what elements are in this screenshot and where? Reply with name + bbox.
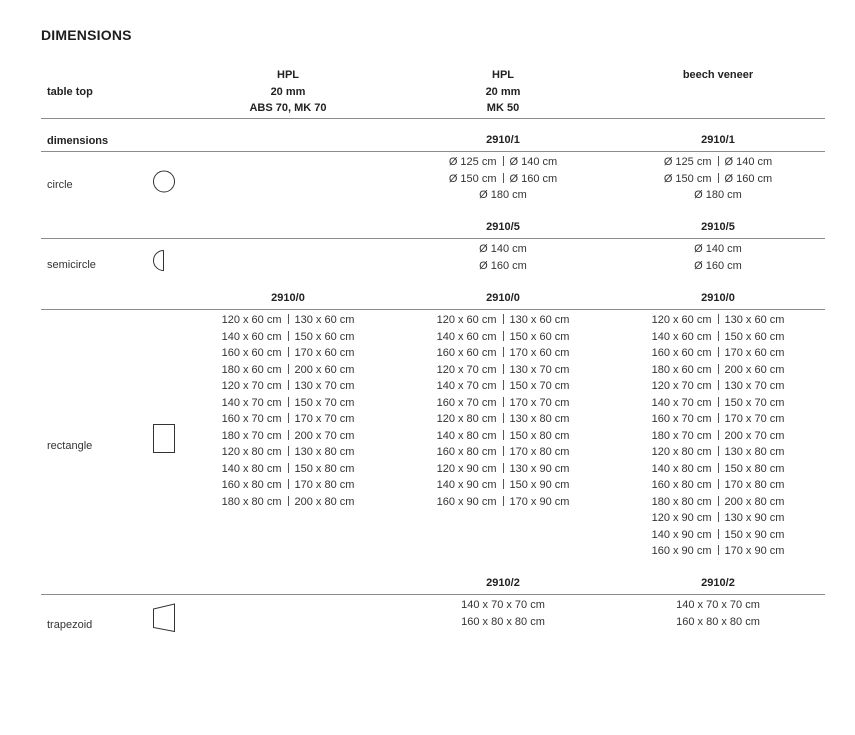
size-value: 160 x 70 cm bbox=[651, 413, 712, 425]
size-row bbox=[628, 510, 808, 527]
size-value: Ø 160 cm bbox=[509, 172, 558, 185]
size-value: 160 x 80 x 80 cm bbox=[461, 615, 545, 628]
size-row bbox=[628, 171, 808, 188]
size-row bbox=[198, 461, 378, 478]
size-value: Ø 140 cm bbox=[509, 156, 558, 168]
size-row bbox=[628, 614, 808, 631]
size-value: 150 x 90 cm bbox=[724, 528, 785, 541]
size-value: 160 x 80 x 80 cm bbox=[676, 615, 760, 628]
size-row bbox=[198, 428, 378, 445]
size-value: 140 x 70 cm bbox=[651, 396, 712, 409]
separator bbox=[288, 397, 289, 407]
size-value: 150 x 80 cm bbox=[294, 462, 355, 475]
separator bbox=[503, 314, 504, 324]
size-value: 130 x 80 cm bbox=[724, 446, 785, 458]
size-row bbox=[628, 543, 808, 560]
size-value: 120 x 80 cm bbox=[221, 446, 282, 458]
separator bbox=[503, 331, 504, 341]
rectangle-values-col-2 bbox=[413, 312, 593, 510]
size-row bbox=[413, 494, 593, 511]
size-value: 140 x 80 cm bbox=[436, 429, 497, 442]
size-value: Ø 180 cm bbox=[479, 189, 527, 201]
size-value: 140 x 70 cm bbox=[436, 380, 497, 392]
separator bbox=[718, 173, 719, 183]
size-row bbox=[628, 241, 808, 258]
size-value: 150 x 60 cm bbox=[509, 330, 570, 343]
size-row bbox=[628, 154, 808, 171]
size-row bbox=[198, 494, 378, 511]
size-value: 160 x 60 cm bbox=[436, 347, 497, 359]
size-value: Ø 140 cm bbox=[479, 243, 527, 255]
header-col-1-line-2: 20 mm bbox=[270, 85, 306, 98]
size-value: 140 x 70 x 70 cm bbox=[461, 599, 545, 611]
size-row bbox=[413, 362, 593, 379]
semicircle-code-col-3: 2910/5 bbox=[701, 221, 735, 233]
size-value: 160 x 80 cm bbox=[436, 446, 497, 458]
separator bbox=[718, 430, 719, 440]
size-value: 170 x 80 cm bbox=[294, 479, 355, 491]
separator bbox=[503, 496, 504, 506]
separator bbox=[288, 380, 289, 390]
divider bbox=[41, 118, 825, 119]
header-col-3 bbox=[628, 67, 808, 84]
divider bbox=[41, 238, 825, 239]
size-value: 130 x 90 cm bbox=[724, 512, 785, 524]
size-value: 160 x 70 cm bbox=[436, 396, 497, 409]
separator bbox=[718, 496, 719, 506]
header-col-2-line-1: HPL bbox=[492, 69, 514, 81]
size-row bbox=[198, 395, 378, 412]
size-value: Ø 150 cm bbox=[448, 172, 497, 185]
size-row bbox=[628, 597, 808, 614]
size-value: 120 x 80 cm bbox=[436, 413, 497, 425]
size-value: 170 x 80 cm bbox=[509, 446, 570, 458]
size-row bbox=[628, 395, 808, 412]
size-row bbox=[628, 527, 808, 544]
separator bbox=[288, 463, 289, 473]
size-row bbox=[628, 444, 808, 461]
size-row bbox=[413, 171, 593, 188]
divider bbox=[41, 309, 825, 310]
size-value: 180 x 80 cm bbox=[221, 495, 282, 508]
size-value: 200 x 80 cm bbox=[724, 495, 785, 508]
separator bbox=[503, 463, 504, 473]
separator bbox=[718, 545, 719, 555]
trapezoid-values-col-2 bbox=[413, 597, 593, 630]
separator bbox=[288, 446, 289, 456]
size-value: 120 x 70 cm bbox=[221, 380, 282, 392]
trapezoid-icon bbox=[152, 603, 178, 633]
size-row bbox=[628, 494, 808, 511]
size-value: 140 x 90 cm bbox=[651, 528, 712, 541]
size-row bbox=[413, 241, 593, 258]
size-row bbox=[628, 411, 808, 428]
separator bbox=[503, 347, 504, 357]
separator bbox=[288, 331, 289, 341]
size-value: 150 x 70 cm bbox=[724, 396, 785, 409]
divider bbox=[41, 151, 825, 152]
header-col-3-line-1: beech veneer bbox=[682, 69, 754, 81]
size-value: 200 x 70 cm bbox=[294, 429, 355, 442]
size-value: 180 x 70 cm bbox=[651, 429, 712, 442]
separator bbox=[288, 479, 289, 489]
circle-values-col-3 bbox=[628, 154, 808, 204]
size-row bbox=[413, 345, 593, 362]
separator bbox=[503, 446, 504, 456]
size-value: 170 x 60 cm bbox=[294, 347, 355, 359]
header-col-1-line-3: ABS 70, MK 70 bbox=[249, 102, 327, 114]
size-value: 170 x 60 cm bbox=[509, 347, 570, 359]
separator bbox=[718, 463, 719, 473]
table-top-label: table top bbox=[47, 86, 93, 98]
size-value: 130 x 60 cm bbox=[509, 314, 570, 326]
separator bbox=[503, 413, 504, 423]
separator bbox=[288, 496, 289, 506]
size-value: Ø 160 cm bbox=[694, 259, 742, 272]
size-value: 160 x 70 cm bbox=[221, 413, 282, 425]
semicircle-code-col-2: 2910/5 bbox=[486, 221, 520, 233]
size-value: 170 x 70 cm bbox=[724, 413, 785, 425]
size-row bbox=[413, 187, 593, 204]
size-row bbox=[628, 428, 808, 445]
header-col-1 bbox=[198, 67, 378, 117]
trapezoid-label: trapezoid bbox=[47, 619, 93, 631]
size-row bbox=[413, 258, 593, 275]
size-row bbox=[198, 312, 378, 329]
size-value: 160 x 60 cm bbox=[221, 347, 282, 359]
size-value: 170 x 80 cm bbox=[724, 479, 785, 491]
size-value: 200 x 70 cm bbox=[724, 429, 785, 442]
size-row bbox=[413, 329, 593, 346]
header-col-2-line-2: 20 mm bbox=[485, 85, 521, 98]
size-row bbox=[628, 345, 808, 362]
size-value: 140 x 80 cm bbox=[221, 462, 282, 475]
circle-values-col-2 bbox=[413, 154, 593, 204]
size-value: 140 x 90 cm bbox=[436, 479, 497, 491]
circle-icon bbox=[152, 170, 176, 194]
size-row bbox=[413, 378, 593, 395]
size-value: 130 x 60 cm bbox=[724, 314, 785, 326]
size-value: 150 x 60 cm bbox=[294, 330, 355, 343]
page-title: DIMENSIONS bbox=[41, 27, 132, 43]
semicircle-icon bbox=[152, 249, 168, 273]
trapezoid-code-col-2: 2910/2 bbox=[486, 577, 520, 589]
size-value: 140 x 80 cm bbox=[651, 462, 712, 475]
header-col-2 bbox=[413, 67, 593, 117]
size-value: 150 x 90 cm bbox=[509, 479, 570, 491]
size-row bbox=[413, 614, 593, 631]
separator bbox=[503, 156, 504, 166]
size-value: 160 x 90 cm bbox=[436, 495, 497, 508]
size-value: Ø 125 cm bbox=[448, 156, 497, 168]
size-value: 130 x 80 cm bbox=[294, 446, 355, 458]
size-value: 140 x 60 cm bbox=[221, 330, 282, 343]
header-col-2-line-3: MK 50 bbox=[486, 102, 520, 114]
size-value: 150 x 80 cm bbox=[724, 462, 785, 475]
size-row bbox=[198, 378, 378, 395]
size-row bbox=[628, 329, 808, 346]
size-value: 140 x 60 cm bbox=[436, 330, 497, 343]
size-value: 180 x 70 cm bbox=[221, 429, 282, 442]
size-value: Ø 180 cm bbox=[694, 189, 742, 201]
separator bbox=[718, 512, 719, 522]
separator bbox=[503, 173, 504, 183]
circle-code-col-3: 2910/1 bbox=[701, 134, 735, 146]
size-value: 130 x 70 cm bbox=[724, 380, 785, 392]
separator bbox=[503, 430, 504, 440]
size-row bbox=[628, 187, 808, 204]
size-row bbox=[413, 597, 593, 614]
size-row bbox=[628, 461, 808, 478]
size-row bbox=[413, 312, 593, 329]
size-value: Ø 160 cm bbox=[479, 259, 527, 272]
size-value: Ø 140 cm bbox=[694, 243, 742, 255]
size-value: 170 x 90 cm bbox=[724, 545, 785, 557]
size-value: Ø 150 cm bbox=[663, 172, 712, 185]
separator bbox=[718, 529, 719, 539]
rectangle-code-col-1: 2910/0 bbox=[271, 292, 305, 304]
size-value: 150 x 60 cm bbox=[724, 330, 785, 343]
size-row bbox=[628, 477, 808, 494]
separator bbox=[288, 314, 289, 324]
size-value: 130 x 70 cm bbox=[509, 363, 570, 376]
semicircle-label: semicircle bbox=[47, 259, 96, 271]
separator bbox=[718, 156, 719, 166]
separator bbox=[503, 397, 504, 407]
trapezoid-values-col-3 bbox=[628, 597, 808, 630]
size-value: 200 x 80 cm bbox=[294, 495, 355, 508]
size-value: 180 x 60 cm bbox=[651, 363, 712, 376]
rectangle-values-col-3 bbox=[628, 312, 808, 560]
separator bbox=[718, 314, 719, 324]
size-value: 170 x 70 cm bbox=[294, 413, 355, 425]
dimensions-label: dimensions bbox=[47, 135, 109, 147]
size-value: 120 x 80 cm bbox=[651, 446, 712, 458]
size-value: 180 x 60 cm bbox=[221, 363, 282, 376]
size-value: 130 x 80 cm bbox=[509, 413, 570, 425]
rectangle-code-col-3: 2910/0 bbox=[701, 292, 735, 304]
separator bbox=[503, 364, 504, 374]
size-value: Ø 125 cm bbox=[663, 156, 712, 168]
size-row bbox=[628, 378, 808, 395]
separator bbox=[718, 446, 719, 456]
trapezoid-code-col-3: 2910/2 bbox=[701, 577, 735, 589]
size-value: 130 x 70 cm bbox=[294, 380, 355, 392]
separator bbox=[503, 479, 504, 489]
separator bbox=[503, 380, 504, 390]
size-value: 170 x 90 cm bbox=[509, 495, 570, 508]
size-value: 160 x 90 cm bbox=[651, 545, 712, 557]
size-value: 120 x 70 cm bbox=[436, 363, 497, 376]
size-value: 150 x 80 cm bbox=[509, 429, 570, 442]
size-value: 150 x 70 cm bbox=[294, 396, 355, 409]
rectangle-values-col-1 bbox=[198, 312, 378, 510]
size-row bbox=[198, 444, 378, 461]
separator bbox=[718, 347, 719, 357]
size-value: 130 x 60 cm bbox=[294, 314, 355, 326]
size-value: 160 x 80 cm bbox=[651, 479, 712, 491]
size-value: 180 x 80 cm bbox=[651, 495, 712, 508]
size-value: 200 x 60 cm bbox=[724, 363, 785, 376]
size-value: 120 x 60 cm bbox=[221, 314, 282, 326]
size-value: 170 x 70 cm bbox=[509, 396, 570, 409]
size-row bbox=[413, 444, 593, 461]
size-row bbox=[413, 395, 593, 412]
semicircle-values-col-3 bbox=[628, 241, 808, 274]
size-value: 150 x 70 cm bbox=[509, 380, 570, 392]
size-row bbox=[413, 477, 593, 494]
size-value: Ø 140 cm bbox=[724, 156, 773, 168]
separator bbox=[718, 397, 719, 407]
size-row bbox=[413, 154, 593, 171]
rectangle-code-col-2: 2910/0 bbox=[486, 292, 520, 304]
header-col-1-line-1: HPL bbox=[277, 69, 299, 81]
size-value: 120 x 60 cm bbox=[651, 314, 712, 326]
size-row bbox=[628, 312, 808, 329]
separator bbox=[288, 430, 289, 440]
size-value: Ø 160 cm bbox=[724, 172, 773, 185]
size-value: 120 x 90 cm bbox=[436, 462, 497, 475]
size-row bbox=[628, 258, 808, 275]
separator bbox=[288, 413, 289, 423]
size-value: 140 x 60 cm bbox=[651, 330, 712, 343]
size-row bbox=[198, 411, 378, 428]
size-row bbox=[413, 411, 593, 428]
separator bbox=[718, 331, 719, 341]
size-value: 160 x 80 cm bbox=[221, 479, 282, 491]
size-value: 130 x 90 cm bbox=[509, 462, 570, 475]
size-row bbox=[198, 329, 378, 346]
separator bbox=[718, 380, 719, 390]
size-value: 140 x 70 x 70 cm bbox=[676, 599, 760, 611]
size-row bbox=[198, 362, 378, 379]
size-value: 200 x 60 cm bbox=[294, 363, 355, 376]
size-row bbox=[198, 477, 378, 494]
size-value: 160 x 60 cm bbox=[651, 347, 712, 359]
size-value: 140 x 70 cm bbox=[221, 396, 282, 409]
size-row bbox=[198, 345, 378, 362]
semicircle-values-col-2 bbox=[413, 241, 593, 274]
size-value: 120 x 90 cm bbox=[651, 512, 712, 524]
rectangle-label: rectangle bbox=[47, 440, 93, 452]
size-value: 120 x 60 cm bbox=[436, 314, 497, 326]
size-row bbox=[413, 428, 593, 445]
separator bbox=[288, 364, 289, 374]
separator bbox=[718, 479, 719, 489]
separator bbox=[288, 347, 289, 357]
rectangle-icon bbox=[152, 424, 176, 454]
divider bbox=[41, 594, 825, 595]
circle-label: circle bbox=[47, 179, 73, 191]
size-value: 120 x 70 cm bbox=[651, 380, 712, 392]
circle-code-col-2: 2910/1 bbox=[486, 134, 520, 146]
size-row bbox=[413, 461, 593, 478]
size-row bbox=[628, 362, 808, 379]
size-value: 170 x 60 cm bbox=[724, 347, 785, 359]
separator bbox=[718, 413, 719, 423]
separator bbox=[718, 364, 719, 374]
